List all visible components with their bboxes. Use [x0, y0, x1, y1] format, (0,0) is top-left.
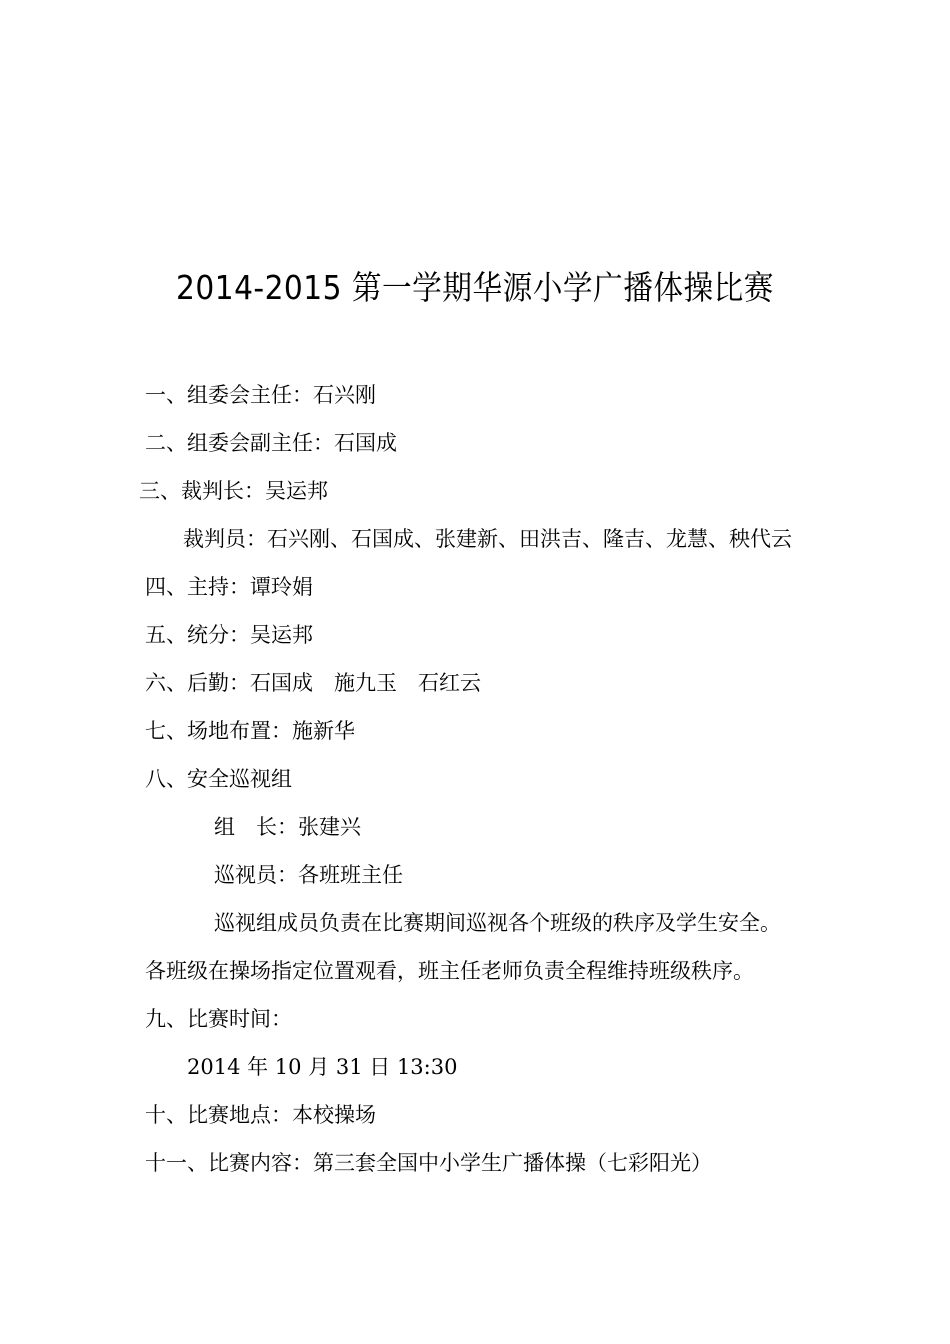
safety-patrol-heading: 八、安全巡视组: [145, 767, 292, 791]
competition-time-heading: 九、比赛时间：: [145, 1007, 292, 1031]
organizing-committee-director-line: 一、组委会主任：石兴刚: [145, 383, 376, 407]
patrol-duty-paragraph: 巡视组成员负责在比赛期间巡视各个班级的秩序及学生安全。: [214, 911, 781, 935]
organizing-committee-deputy-director-line: 二、组委会副主任：石国成: [145, 431, 397, 455]
logistics-line: 六、后勤：石国成 施九玉 石红云: [145, 671, 481, 695]
chief-referee-line: 三、裁判长：吴运邦: [139, 479, 328, 503]
competition-venue-line: 十、比赛地点：本校操场: [145, 1103, 376, 1127]
document-title: 2014-2015 第一学期华源小学广播体操比赛: [176, 268, 774, 307]
scorer-line: 五、统分：吴运邦: [145, 623, 313, 647]
competition-content-line: 十一、比赛内容：第三套全国中小学生广播体操（七彩阳光）: [145, 1151, 712, 1175]
patrol-leader-line: 组 长：张建兴: [214, 815, 361, 839]
competition-time-value: 2014 年 10 月 31 日 13:30: [187, 1055, 458, 1079]
venue-setup-line: 七、场地布置：施新华: [145, 719, 355, 743]
patrol-duty-paragraph-continued: 各班级在操场指定位置观看，班主任老师负责全程维持班级秩序。: [145, 959, 754, 983]
patrol-members-line: 巡视员：各班班主任: [214, 863, 403, 887]
referees-line: 裁判员：石兴刚、石国成、张建新、田洪吉、隆吉、龙慧、秧代云: [183, 527, 792, 551]
host-line: 四、主持：谭玲娟: [145, 575, 313, 599]
